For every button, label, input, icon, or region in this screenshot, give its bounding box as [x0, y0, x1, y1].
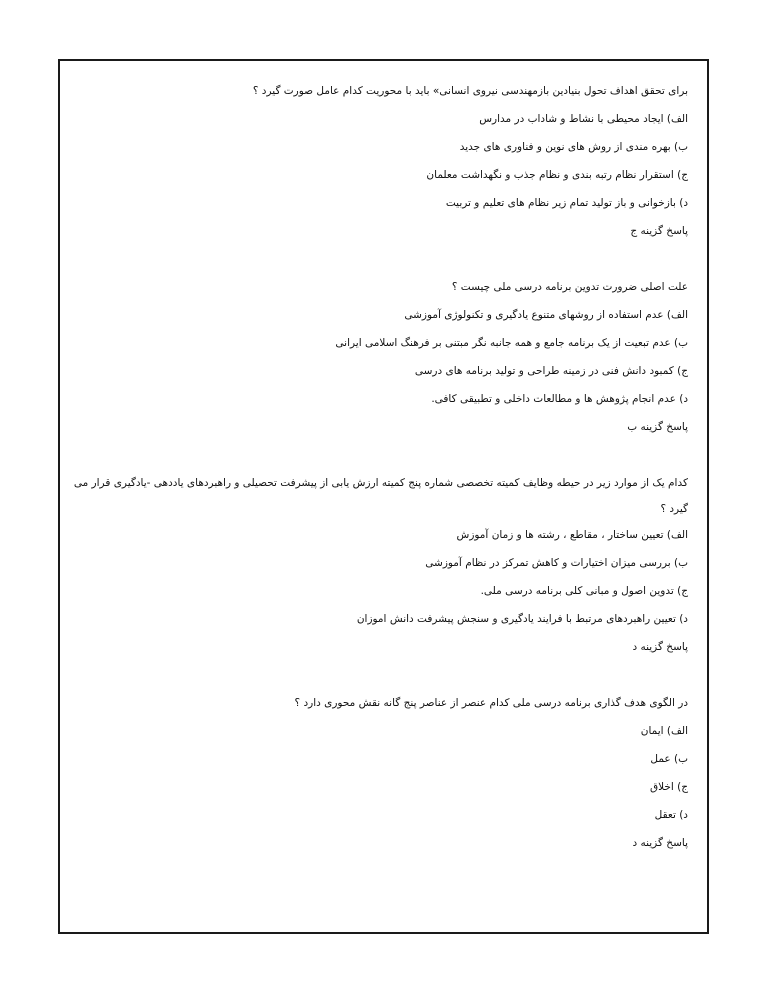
answer-text: پاسخ گزینه د [632, 641, 688, 653]
option-jim: ج) استقرار نظام رتبه بندی و نظام جذب و نگهداشت معلمان [426, 169, 688, 181]
question-text: برای تحقق اهداف تحول بنیادین بازمهندسی نیروی انسانی» باید با محوریت کدام عامل صورت گیرد ؟ [252, 85, 688, 97]
question-3 [68, 470, 688, 654]
option-be: ب) بهره مندی از روش های نوین و فناوری های جدید [459, 141, 688, 153]
document-body [68, 84, 688, 850]
answer-text: پاسخ گزینه ج [630, 225, 688, 237]
question-1 [68, 84, 688, 238]
option-dal: د) تعیین راهبردهای مرتبط با فرایند یادگیری و سنجش پیشرفت دانش اموزان [356, 613, 688, 625]
question-text: علت اصلی ضرورت تدوین برنامه درسی ملی چیست ؟ [451, 281, 688, 293]
option-jim: ج) تدوین اصول و مبانی کلی برنامه درسی ملی. [480, 585, 688, 597]
option-dal: د) تعقل [654, 809, 688, 821]
option-be: ب) عمل [650, 753, 688, 765]
option-be: ب) عدم تبعیت از یک برنامه جامع و همه جانبه نگر مبتنی بر فرهنگ اسلامی ایرانی [335, 337, 688, 349]
option-alef: الف) تعیین ساختار ، مقاطع ، رشته ها و زمان آموزش [456, 529, 688, 541]
option-be: ب) بررسی میزان اختیارات و کاهش تمرکز در نظام آموزشی [425, 557, 688, 569]
question-2 [68, 280, 688, 434]
answer-text: پاسخ گزینه د [632, 837, 688, 849]
option-alef: الف) ایمان [640, 725, 688, 737]
option-dal: د) عدم انجام پژوهش ها و مطالعات داخلی و تطبیقی کافی. [431, 393, 688, 405]
answer-text: پاسخ گزینه ب [627, 421, 688, 433]
option-dal: د) بازخوانی و باز تولید تمام زیر نظام های تعلیم و تربیت [445, 197, 688, 209]
option-jim: ج) کمبود دانش فنی در زمینه طراحی و تولید برنامه های درسی [414, 365, 688, 377]
question-text: کدام یک از موارد زیر در حیطه وظایف کمیته تخصصی شماره پنج کمیته ارزش یابی از پیشرفت تحصیلی و راهبردهای یاددهی -یادگیری قرار می گیرد ؟ [73, 477, 688, 515]
option-alef: الف) ایجاد محیطی با نشاط و شاداب در مدارس [479, 113, 688, 125]
question-text: در الگوی هدف گذاری برنامه درسی ملی کدام عنصر از عناصر پنج گانه نقش محوری دارد ؟ [294, 697, 688, 709]
option-jim: ج) اخلاق [649, 781, 688, 793]
question-4 [68, 696, 688, 850]
option-alef: الف) عدم استفاده از روشهای متنوع یادگیری و تکنولوژی آموزشی [404, 309, 688, 321]
